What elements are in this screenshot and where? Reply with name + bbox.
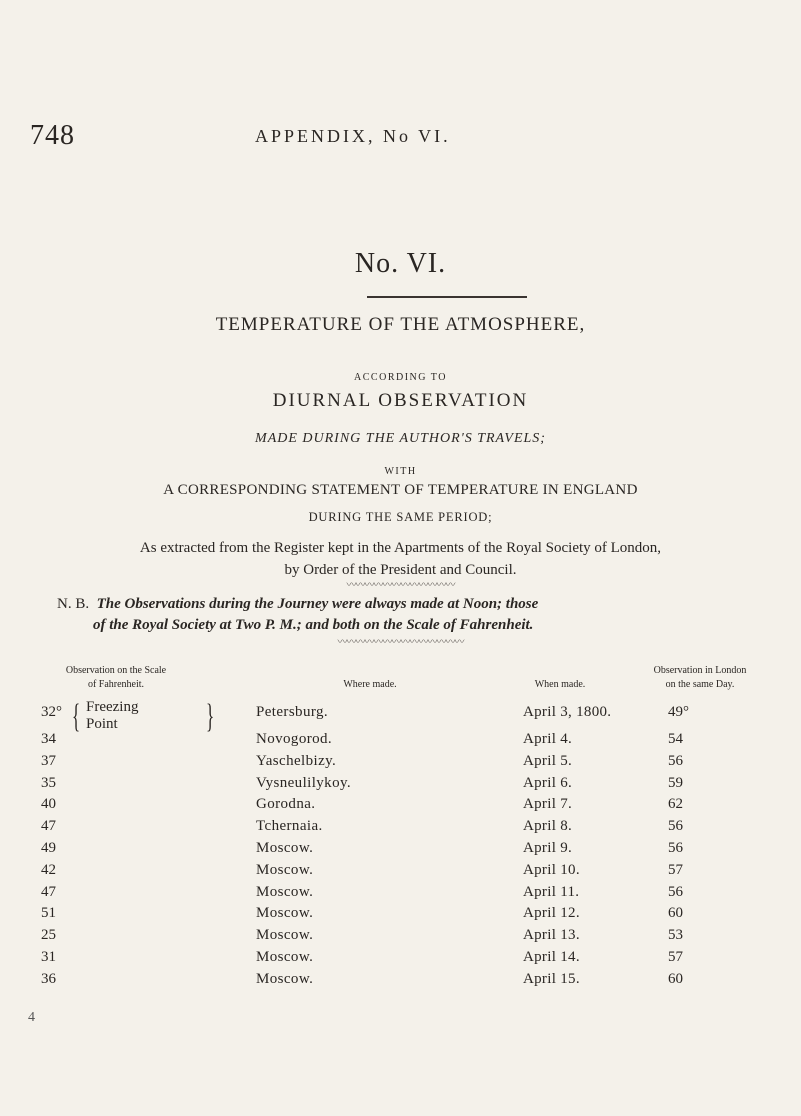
temp-cell: 25 — [41, 927, 56, 944]
london-cell: 62 — [668, 796, 683, 813]
temp-cell: 47 — [41, 883, 56, 900]
note-line-2 — [93, 617, 533, 634]
london-cell: 57 — [668, 949, 683, 965]
london-cell: 56 — [668, 840, 683, 856]
page-header — [0, 120, 801, 150]
appendix-number: No. VI. — [354, 248, 447, 279]
london-cell: 57 — [668, 861, 683, 878]
date-cell: April 7. — [523, 796, 573, 813]
place-cell: Moscow. — [256, 840, 314, 856]
place-cell: Moscow. — [256, 949, 314, 965]
date-cell: April 10. — [523, 861, 580, 878]
place-cell: Novogorod. — [256, 731, 333, 747]
date-cell: April 5. — [523, 752, 573, 769]
source-line-2: by Order of the President and Council. — [284, 562, 517, 578]
temp-cell: 36 — [41, 970, 56, 987]
london-cell: 56 — [668, 818, 683, 835]
title-rule — [367, 296, 527, 298]
date-cell: April 12. — [523, 905, 580, 922]
ornament-divider: 〰〰〰〰〰〰〰〰〰〰〰〰 — [346, 580, 455, 591]
london-cell: 54 — [668, 731, 683, 747]
temp-cell: 49 — [41, 840, 56, 856]
place-cell: Moscow. — [256, 905, 314, 922]
temp-cell: 37 — [41, 752, 56, 769]
place-cell: Gorodna. — [256, 796, 316, 813]
page-number: 748 — [30, 120, 75, 151]
column-header-london: Observation in London on the same Day. — [653, 665, 747, 690]
subtitle-period: DURING THE SAME PERIOD; — [308, 510, 493, 524]
temp-cell: 35 — [41, 774, 56, 791]
place-cell: Tchernaia. — [256, 818, 323, 835]
london-cell: 56 — [668, 752, 683, 769]
column-header-date: When made. — [534, 679, 586, 690]
london-cell: 56 — [668, 883, 683, 900]
date-cell: April 4. — [523, 731, 573, 747]
note-prefix: N. B. — [57, 596, 90, 612]
subtitle-diurnal: DIURNAL OBSERVATION — [272, 390, 529, 411]
subtitle-according: ACCORDING TO — [354, 372, 447, 383]
note-line-1 — [57, 596, 538, 613]
table-row — [0, 971, 801, 997]
place-cell: Moscow. — [256, 883, 314, 900]
date-cell: April 9. — [523, 840, 573, 856]
subtitle-england: A CORRESPONDING STATEMENT OF TEMPERATURE IN ENGLAND — [163, 482, 638, 498]
temp-cell: 42 — [41, 861, 56, 878]
brace-close-icon: } — [206, 698, 215, 735]
date-cell: April 13. — [523, 927, 580, 944]
column-header-place: Where made. — [343, 679, 397, 690]
column-header-fahrenheit: Observation on the Scale of Fahrenheit. — [65, 665, 167, 690]
date-cell: April 8. — [523, 818, 573, 835]
freezing-point-note: { Freezing Point } — [72, 698, 215, 735]
temp-cell: 40 — [41, 796, 56, 813]
subtitle-with: WITH — [384, 466, 417, 477]
brace-open-icon: { — [72, 698, 81, 735]
temp-cell: 31 — [41, 949, 56, 965]
margin-mark: 4 — [28, 1010, 35, 1025]
running-head: APPENDIX, No VI. — [255, 126, 451, 146]
place-cell: Vysneulilykoy. — [256, 774, 352, 791]
london-cell: 49° — [668, 704, 689, 720]
ornament-divider: 〰〰〰〰〰〰〰〰〰〰〰〰〰〰 — [337, 637, 464, 648]
subtitle-travels: MADE DURING THE AUTHOR'S TRAVELS; — [255, 431, 546, 446]
note-text-1: The Observations during the Journey were always made at Noon; those — [96, 596, 539, 612]
date-cell: April 15. — [523, 970, 580, 987]
place-cell: Yaschelbizy. — [256, 752, 337, 769]
london-cell: 60 — [668, 905, 683, 922]
temp-cell: 32° — [41, 704, 62, 720]
source-line-1: As extracted from the Register kept in the Apartments of the Royal Society of London, — [139, 540, 662, 556]
date-cell: April 3, 1800. — [523, 704, 612, 720]
place-cell: Moscow. — [256, 970, 314, 987]
london-cell: 59 — [668, 774, 683, 791]
place-cell: Petersburg. — [256, 704, 329, 720]
place-cell: Moscow. — [256, 861, 314, 878]
temp-cell: 34 — [41, 731, 56, 747]
temp-cell: 47 — [41, 818, 56, 835]
london-cell: 60 — [668, 970, 683, 987]
date-cell: April 11. — [523, 883, 580, 900]
london-cell: 53 — [668, 927, 683, 944]
note-text-2: of the Royal Society at Two P. M.; and both on the Scale of Fahrenheit. — [93, 617, 534, 633]
date-cell: April 6. — [523, 774, 573, 791]
main-title: TEMPERATURE OF THE ATMOSPHERE, — [215, 314, 586, 335]
place-cell: Moscow. — [256, 927, 314, 944]
date-cell: April 14. — [523, 949, 580, 965]
temp-cell: 51 — [41, 905, 56, 922]
